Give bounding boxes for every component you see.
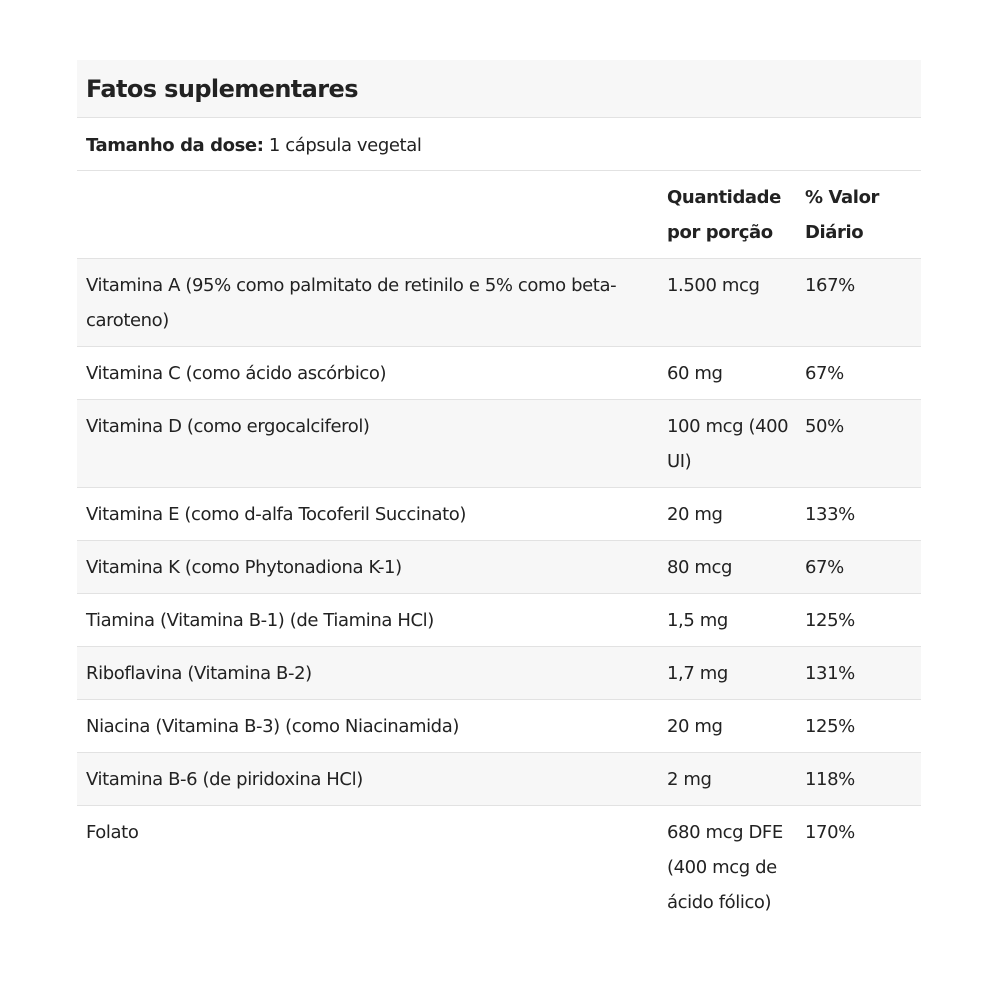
nutrient-name: Tiamina (Vitamina B-1) (de Tiamina HCl) bbox=[77, 594, 658, 647]
nutrient-name: Vitamina C (como ácido ascórbico) bbox=[77, 347, 658, 400]
table-row bbox=[77, 647, 921, 700]
nutrient-name: Niacina (Vitamina B-3) (como Niacinamida) bbox=[77, 700, 658, 753]
nutrient-amount: 680 mcg DFE (400 mcg de ácido fólico) bbox=[658, 806, 796, 929]
panel-title: Fatos suplementares bbox=[77, 60, 921, 118]
nutrient-daily-value: 67% bbox=[796, 541, 921, 594]
nutrient-name: Folato bbox=[77, 806, 658, 929]
nutrient-amount: 1.500 mcg bbox=[658, 259, 796, 347]
header-daily-value: % Valor Diário bbox=[796, 171, 921, 259]
table-row bbox=[77, 488, 921, 541]
nutrient-amount: 60 mg bbox=[658, 347, 796, 400]
table-row bbox=[77, 400, 921, 488]
table-row bbox=[77, 541, 921, 594]
table-row bbox=[77, 700, 921, 753]
table-row bbox=[77, 347, 921, 400]
nutrient-amount: 20 mg bbox=[658, 700, 796, 753]
nutrient-name: Vitamina A (95% como palmitato de retinilo e 5% como beta-caroteno) bbox=[77, 259, 658, 347]
table-row bbox=[77, 594, 921, 647]
nutrient-name: Vitamina E (como d-alfa Tocoferil Succinato) bbox=[77, 488, 658, 541]
nutrient-amount: 1,7 mg bbox=[658, 647, 796, 700]
supplement-facts-panel bbox=[77, 60, 921, 928]
serving-size bbox=[77, 118, 921, 171]
nutrient-daily-value: 50% bbox=[796, 400, 921, 488]
table-row bbox=[77, 753, 921, 806]
nutrient-daily-value: 170% bbox=[796, 806, 921, 929]
nutrient-amount: 20 mg bbox=[658, 488, 796, 541]
header-nutrient bbox=[77, 171, 658, 259]
nutrient-name: Vitamina K (como Phytonadiona K-1) bbox=[77, 541, 658, 594]
nutrient-daily-value: 118% bbox=[796, 753, 921, 806]
nutrient-name: Vitamina D (como ergocalciferol) bbox=[77, 400, 658, 488]
nutrient-daily-value: 133% bbox=[796, 488, 921, 541]
table-row bbox=[77, 806, 921, 929]
nutrient-daily-value: 167% bbox=[796, 259, 921, 347]
table-header-row bbox=[77, 171, 921, 259]
nutrient-amount: 80 mcg bbox=[658, 541, 796, 594]
serving-size-label: Tamanho da dose: bbox=[86, 135, 264, 156]
nutrient-amount: 100 mcg (400 UI) bbox=[658, 400, 796, 488]
nutrient-name: Vitamina B-6 (de piridoxina HCl) bbox=[77, 753, 658, 806]
serving-size-value: 1 cápsula vegetal bbox=[263, 135, 422, 156]
nutrient-daily-value: 125% bbox=[796, 700, 921, 753]
nutrient-amount: 2 mg bbox=[658, 753, 796, 806]
nutrient-name: Riboflavina (Vitamina B-2) bbox=[77, 647, 658, 700]
header-amount: Quantidade por porção bbox=[658, 171, 796, 259]
table-row bbox=[77, 259, 921, 347]
nutrient-daily-value: 67% bbox=[796, 347, 921, 400]
nutrient-table bbox=[77, 171, 921, 928]
nutrient-daily-value: 131% bbox=[796, 647, 921, 700]
nutrient-amount: 1,5 mg bbox=[658, 594, 796, 647]
nutrient-daily-value: 125% bbox=[796, 594, 921, 647]
